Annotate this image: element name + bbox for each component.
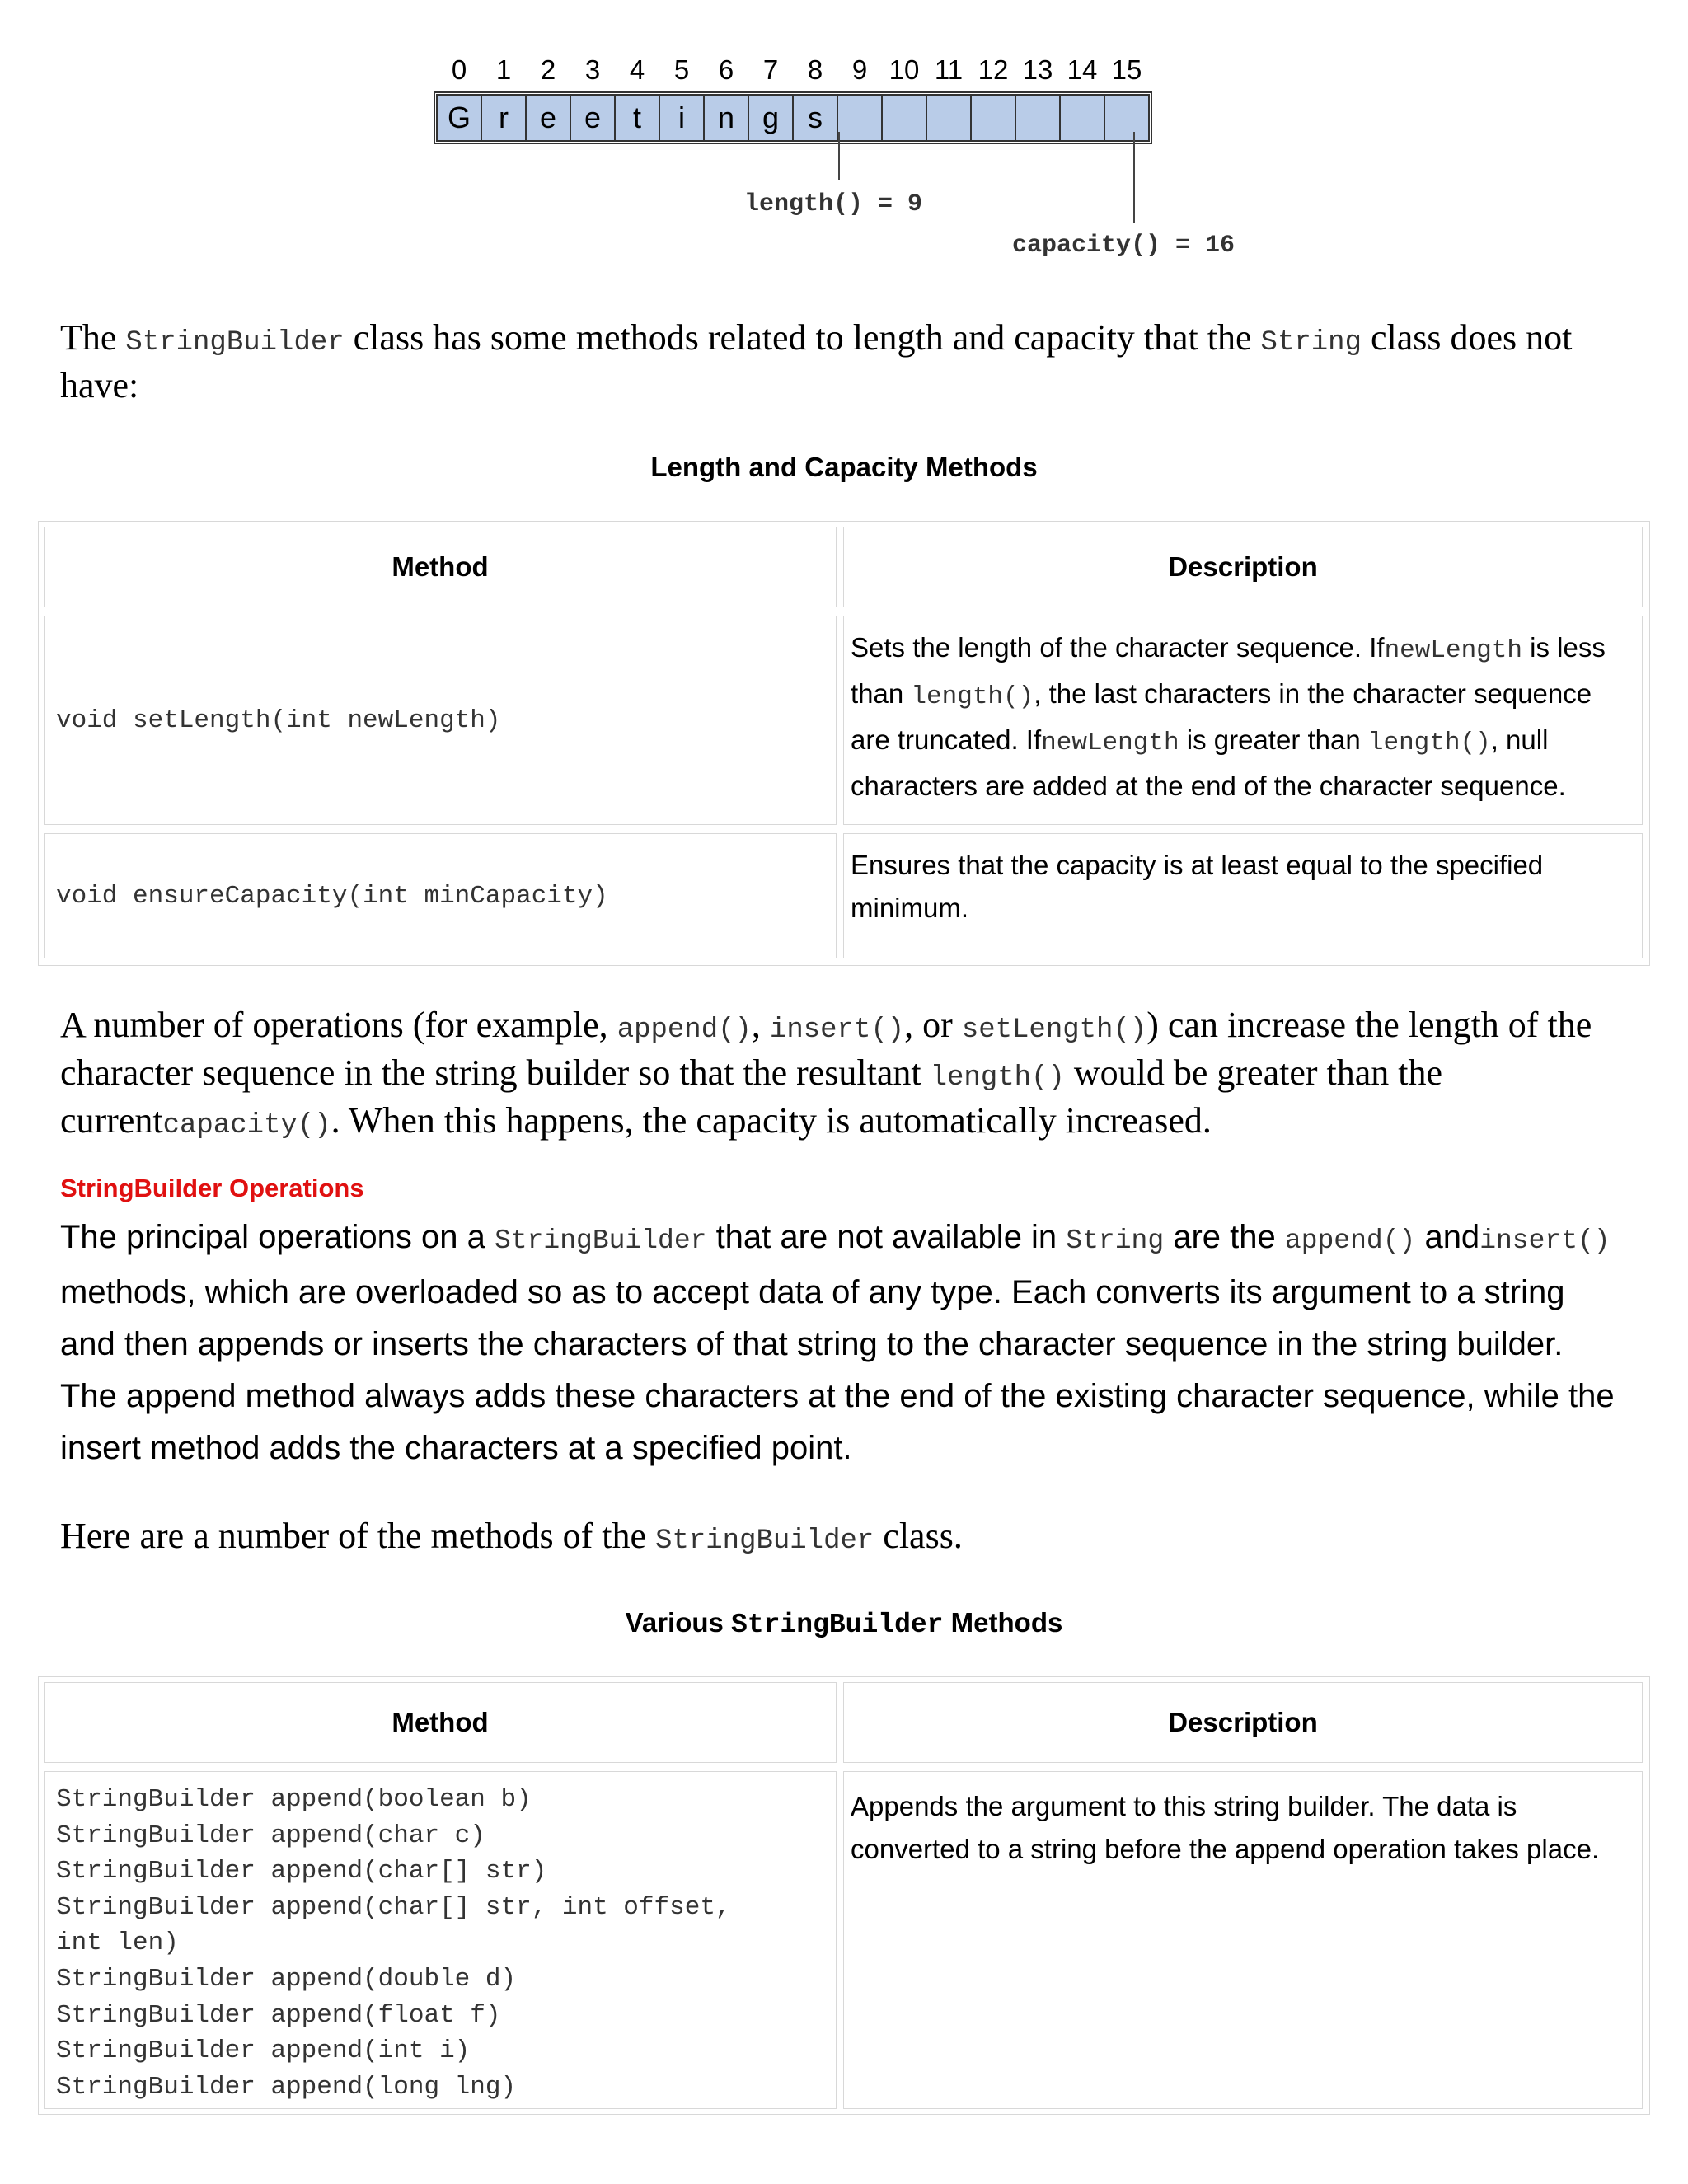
methods-intro-paragraph: Here are a number of the methods of the StringBuilder class. bbox=[60, 1516, 963, 1557]
index-label: 14 bbox=[1067, 54, 1098, 85]
index-label: 11 bbox=[934, 54, 964, 85]
index-label: 8 bbox=[807, 54, 823, 85]
signature-line: StringBuilder append(float f) bbox=[56, 2000, 501, 2030]
cell-character: g bbox=[762, 101, 780, 134]
table1-header-method: Method bbox=[44, 527, 837, 607]
cell-box bbox=[926, 95, 971, 141]
cell-character: G bbox=[447, 101, 471, 134]
index-labels bbox=[452, 54, 1142, 85]
cell-box bbox=[837, 95, 882, 141]
signature-line: StringBuilder append(char[] str, int offset, bbox=[56, 1892, 731, 1922]
length-capacity-table bbox=[38, 521, 1650, 966]
index-label: 12 bbox=[978, 54, 1009, 85]
cell-character: e bbox=[539, 101, 557, 134]
table1-row1-description: Sets the length of the character sequence. IfnewLength is less than length(), the last characters in the character sequence are truncated. IfnewLength is greater than length(), null characters are added at the end of the character sequence. bbox=[843, 616, 1643, 825]
signature-line: int len) bbox=[56, 1929, 179, 1958]
index-label: 13 bbox=[1022, 54, 1053, 85]
stringbuilder-methods-table bbox=[38, 1676, 1650, 2115]
operations-heading: StringBuilder Operations bbox=[60, 1174, 364, 1202]
index-label: 1 bbox=[495, 54, 512, 85]
index-label: 7 bbox=[762, 54, 779, 85]
cell-box bbox=[1015, 95, 1060, 141]
table2-method-signatures bbox=[44, 1771, 837, 2109]
table2-caption: Various StringBuilder Methods bbox=[625, 1607, 1063, 1640]
index-label: 9 bbox=[851, 54, 868, 85]
index-label: 4 bbox=[629, 54, 645, 85]
index-label: 5 bbox=[673, 54, 690, 85]
cell-box bbox=[1104, 95, 1149, 141]
capacity-increase-paragraph: A number of operations (for example, append(), insert(), or setLength()) can increase the length of the character sequence in the string builder so that the resultant length() would be greater than the currentcapacity(). When this happens, the capacity is automatically increased. bbox=[60, 1005, 1592, 1141]
index-label: 0 bbox=[451, 54, 467, 85]
cell-box bbox=[1060, 95, 1104, 141]
table1-header-description: Description bbox=[843, 527, 1643, 607]
cell-character: i bbox=[678, 101, 685, 134]
length-label: length() = 9 bbox=[744, 190, 923, 218]
cell-box bbox=[882, 95, 926, 141]
signature-line: StringBuilder append(int i) bbox=[56, 2036, 471, 2066]
signature-line: StringBuilder append(double d) bbox=[56, 1964, 517, 1994]
signature-line: StringBuilder append(char c) bbox=[56, 1821, 485, 1850]
string-capacity-diagram bbox=[0, 0, 1688, 272]
intro-paragraph: The StringBuilder class has some methods related to length and capacity that the String class does not have: bbox=[60, 317, 1573, 405]
index-label: 2 bbox=[540, 54, 556, 85]
table2-description: Appends the argument to this string builder. The data is converted to a string before the append operation takes place. bbox=[843, 1771, 1643, 2109]
index-label: 10 bbox=[889, 54, 920, 85]
table1-row2-description: Ensures that the capacity is at least equal to the specified minimum. bbox=[843, 833, 1643, 958]
table2-header-method: Method bbox=[44, 1682, 837, 1763]
index-label: 6 bbox=[718, 54, 734, 85]
signature-line: StringBuilder append(boolean b) bbox=[56, 1785, 532, 1814]
signature-line: StringBuilder append(char[] str) bbox=[56, 1857, 547, 1886]
table2-header-description: Description bbox=[843, 1682, 1643, 1763]
capacity-label: capacity() = 16 bbox=[1012, 232, 1236, 260]
signature-line: StringBuilder append(long lng) bbox=[56, 2072, 517, 2102]
cell-character: t bbox=[632, 101, 642, 134]
table1-caption: Length and Capacity Methods bbox=[650, 452, 1038, 482]
cell-character: n bbox=[717, 101, 735, 134]
index-label: 3 bbox=[584, 54, 601, 85]
operations-paragraph: The principal operations on a StringBuilder that are not available in String are the append() andinsert() methods, which are overloaded so as to accept data of any type. Each converts its argument to a string and then appends or inserts the characters of that string to the character sequence in the string builder. The append method always adds these characters at the end of the existing character sequence, while the insert method adds the characters at a specified point. bbox=[60, 1219, 1615, 1466]
table1-row1-method: void setLength(int newLength) bbox=[44, 616, 837, 825]
cell-box bbox=[971, 95, 1015, 141]
cell-character: s bbox=[808, 101, 823, 134]
table1-row2-method: void ensureCapacity(int minCapacity) bbox=[44, 833, 837, 958]
cell-character: e bbox=[584, 101, 602, 134]
index-label: 15 bbox=[1111, 54, 1142, 85]
character-cells bbox=[434, 92, 1151, 143]
cell-character: r bbox=[499, 101, 509, 134]
